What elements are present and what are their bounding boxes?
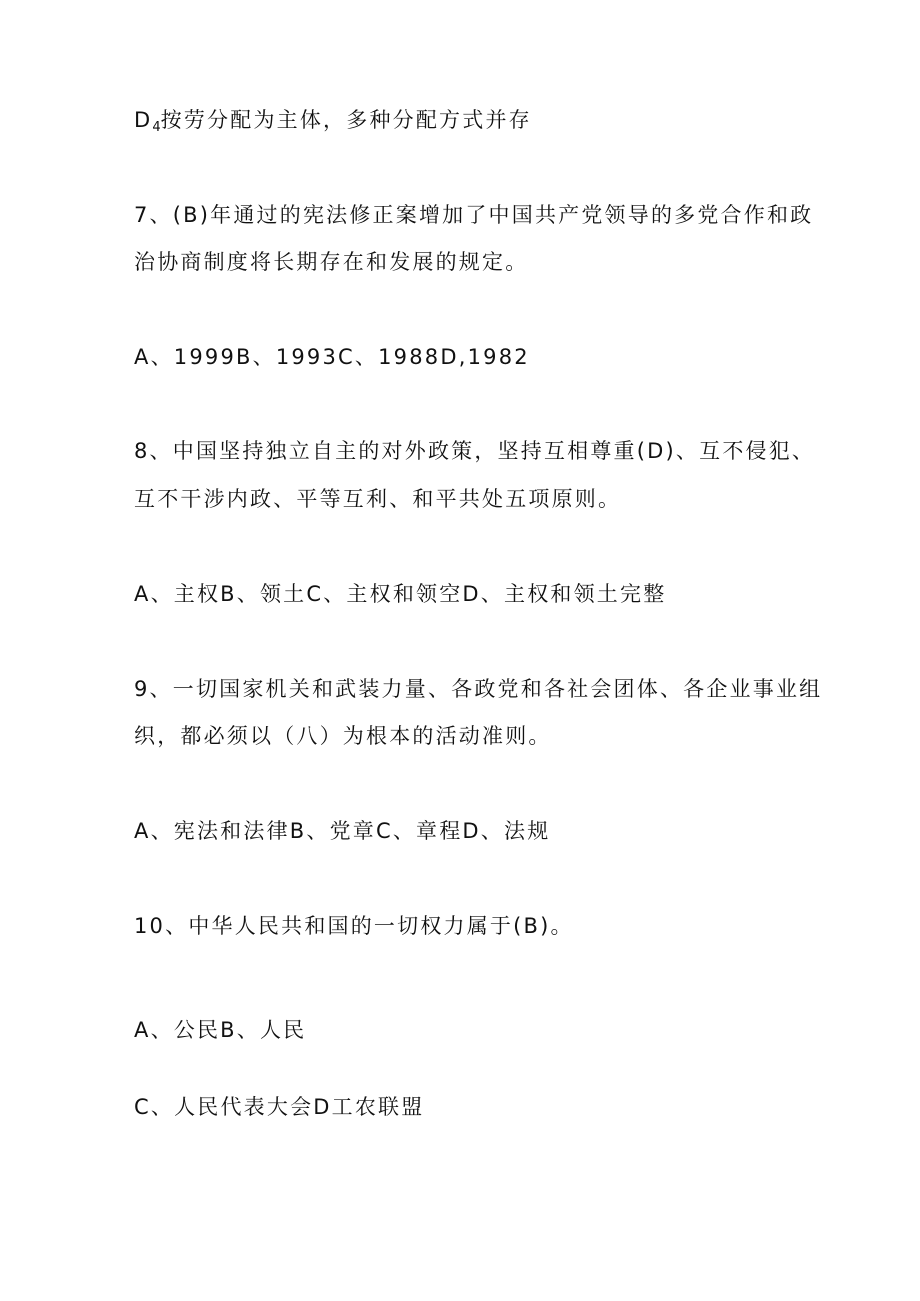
option-letter: D bbox=[134, 108, 153, 132]
question-10-options-ab: A、公民B、人民 bbox=[134, 1018, 307, 1042]
question-9-options: A、宪法和法律B、党章C、章程D、法规 bbox=[134, 819, 551, 843]
question-7-line-2: 治协商制度将长期存在和发展的规定。 bbox=[134, 250, 529, 274]
answer-option-d-line bbox=[134, 110, 532, 134]
question-8-line-2: 互不干涉内政、平等互利、和平共处五项原则。 bbox=[134, 487, 622, 511]
question-10-line-1: 10、中华人民共和国的一切权力属于(B)。 bbox=[134, 914, 574, 938]
question-9-line-1: 9、一切国家机关和武装力量、各政党和各社会团体、各企业事业组 bbox=[134, 677, 823, 701]
question-8-options: A、主权B、领土C、主权和领空D、主权和领土完整 bbox=[134, 582, 667, 606]
question-7-options: A、1999B、1993C、1988D,1982 bbox=[134, 345, 530, 369]
question-9-line-2: 织，都必须以（八）为根本的活动准则。 bbox=[134, 724, 552, 748]
option-text: 按劳分配为主体，多种分配方式并存 bbox=[160, 108, 532, 132]
question-7-line-1: 7、(B)年通过的宪法修正案增加了中国共产党领导的多党合作和政 bbox=[134, 203, 814, 227]
option-subscript: 4 bbox=[152, 120, 161, 135]
question-8-line-1: 8、中国坚持独立自主的对外政策，坚持互相尊重(D)、互不侵犯、 bbox=[134, 439, 816, 463]
question-10-options-cd: C、人民代表大会D工农联盟 bbox=[134, 1095, 425, 1119]
